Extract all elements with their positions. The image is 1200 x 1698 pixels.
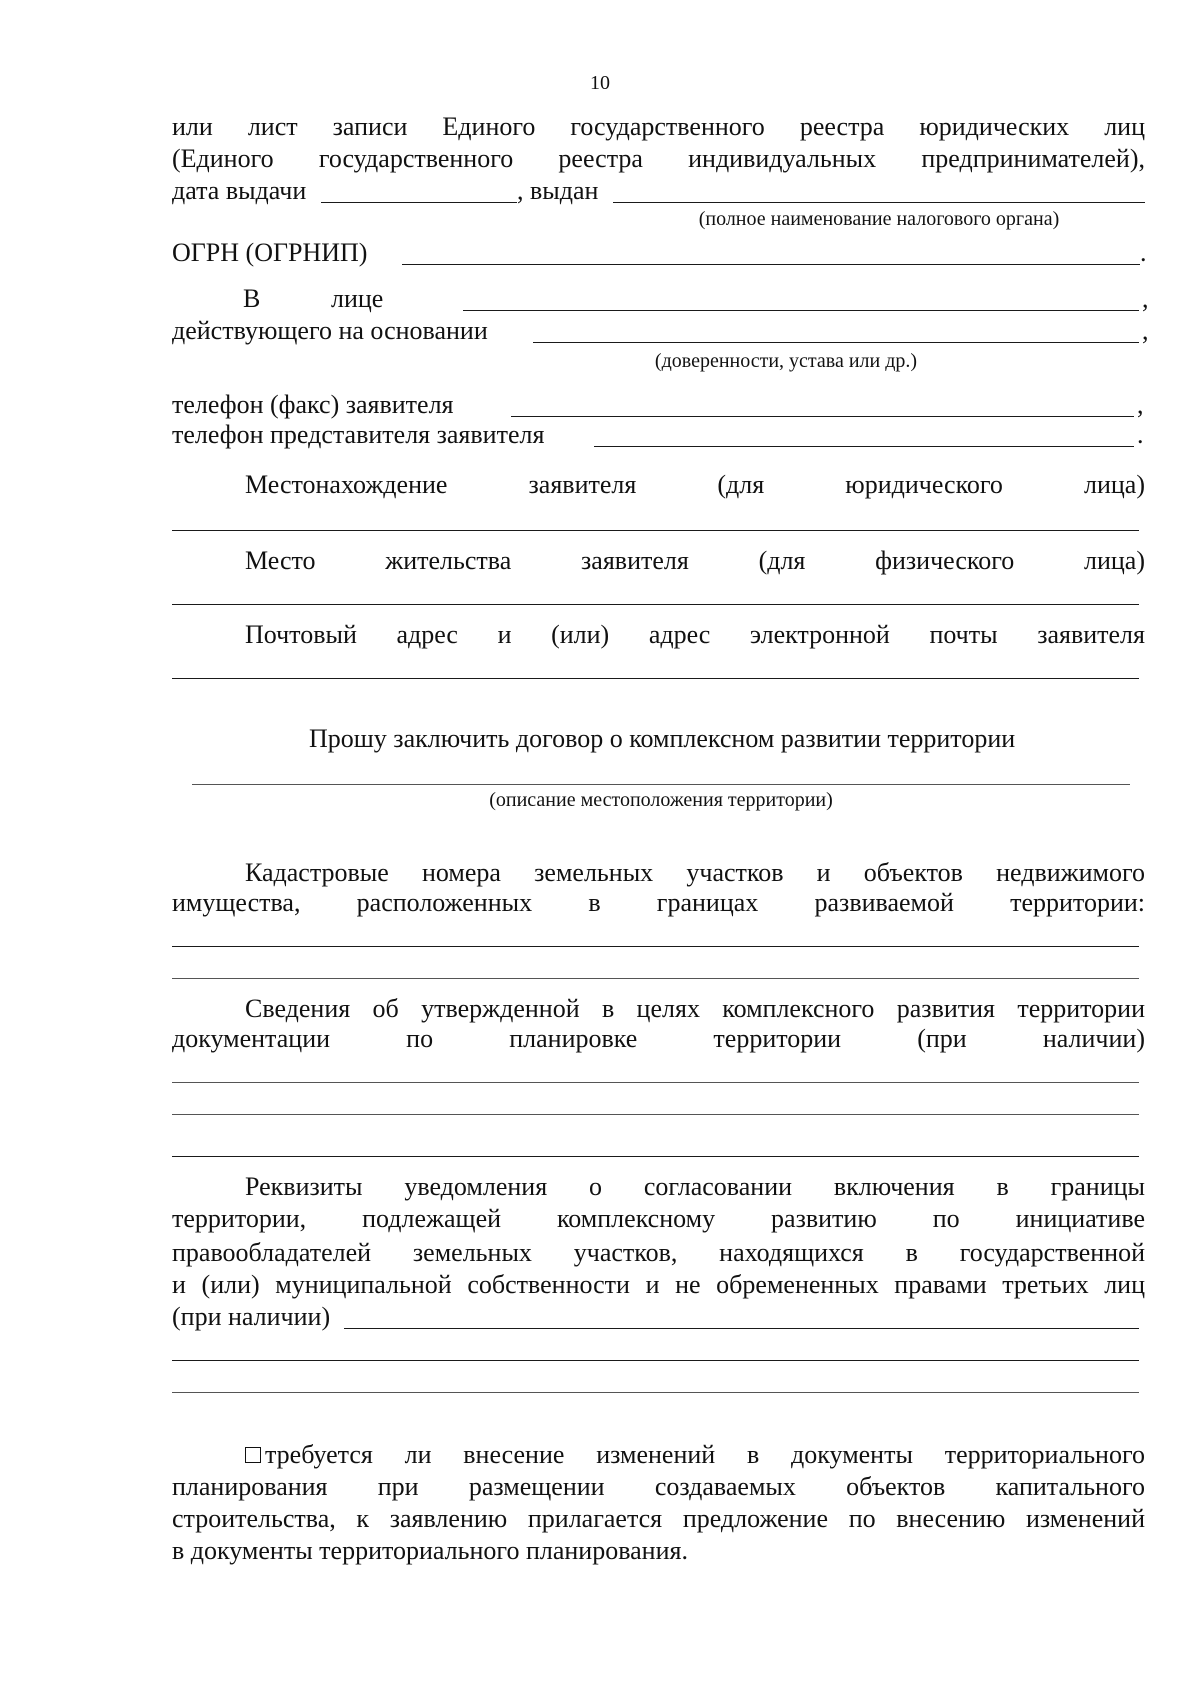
postal-email-field[interactable] [172,678,1139,679]
location-legal-label: Местонахождение заявителя (для юридического лица) [245,470,1145,499]
request-text: Прошу заключить договор о комплексном развитии территории [309,724,1016,753]
planning-docs-field-1[interactable] [172,1082,1139,1083]
cadastral-line-2: имущества, расположенных в границах развиваемой территории: [172,888,1145,917]
page-number: 10 [590,72,610,94]
planning-docs-line-1: Сведения об утвержденной в целях комплексного развития территории [245,994,1145,1023]
postal-email-label: Почтовый адрес и (или) адрес электронной почты заявителя [245,620,1145,649]
representative-comma: , [1142,284,1149,313]
ogrn-period: . [1140,238,1147,267]
phone-label: телефон (факс) заявителя [172,390,454,419]
changes-line-4: в документы территориального планирования. [172,1536,688,1565]
rep-phone-period: . [1137,420,1144,449]
tax-authority-caption: (полное наименование налогового органа) [698,208,1060,230]
cadastral-field-2[interactable] [172,978,1139,979]
acting-basis-field[interactable] [533,342,1139,343]
tax-authority-field[interactable] [613,202,1145,203]
rep-phone-field[interactable] [594,446,1134,447]
changes-checkbox[interactable] [245,1447,261,1463]
changes-line-2: планирования при размещении создаваемых объектов капитального [172,1472,1145,1501]
phone-field[interactable] [511,416,1134,417]
location-legal-field[interactable] [172,530,1139,531]
rep-phone-label: телефон представителя заявителя [172,420,545,449]
in-person-label-b: лице [331,284,384,313]
notification-line-3: правообладателей земельных участков, находящихся в государственной [172,1238,1145,1267]
notification-line-5: (при наличии) [172,1302,331,1331]
notification-field-3[interactable] [172,1392,1139,1393]
territory-location-caption: (описание местоположения территории) [489,789,833,811]
notification-line-4: и (или) муниципальной собственности и не обремененных правами третьих лиц [172,1270,1145,1299]
issue-date-label: дата выдачи [172,176,307,205]
cadastral-field-1[interactable] [172,946,1139,947]
notification-field-2[interactable] [172,1360,1139,1361]
residence-individual-field[interactable] [172,604,1139,605]
ogrn-field[interactable] [402,264,1140,265]
registry-line-2: (Единого государственного реестра индивидуальных предпринимателей), [172,144,1145,173]
cadastral-line-1: Кадастровые номера земельных участков и объектов недвижимого [245,858,1145,887]
changes-row [245,1440,1145,1470]
acting-basis-caption: (доверенности, устава или др.) [654,350,918,372]
changes-line-1: требуется ли внесение изменений в документы территориального [265,1440,1145,1469]
notification-line-2: территории, подлежащей комплексному развитию по инициативе [172,1204,1145,1233]
issue-date-field[interactable] [321,202,517,203]
acting-basis-comma: , [1142,316,1149,345]
residence-individual-label: Место жительства заявителя (для физического лица) [245,546,1145,575]
issued-by-label: , выдан [517,176,599,205]
planning-docs-line-2: документации по планировке территории (при наличии) [172,1024,1145,1053]
phone-comma: , [1137,390,1144,419]
notification-line-1: Реквизиты уведомления о согласовании включения в границы [245,1172,1145,1201]
changes-line-3: строительства, к заявлению прилагается предложение по внесению изменений [172,1504,1145,1533]
planning-docs-field-2[interactable] [172,1114,1139,1115]
territory-location-field[interactable] [192,784,1130,785]
notification-field-1[interactable] [344,1328,1139,1329]
ogrn-label: ОГРН (ОГРНИП) [172,238,368,267]
acting-basis-label: действующего на основании [172,316,488,345]
planning-docs-field-3[interactable] [172,1156,1139,1157]
representative-name-field[interactable] [463,310,1139,311]
registry-line-1: или лист записи Единого государственного реестра юридических лиц [172,112,1145,141]
in-person-label-a: В [243,284,261,313]
